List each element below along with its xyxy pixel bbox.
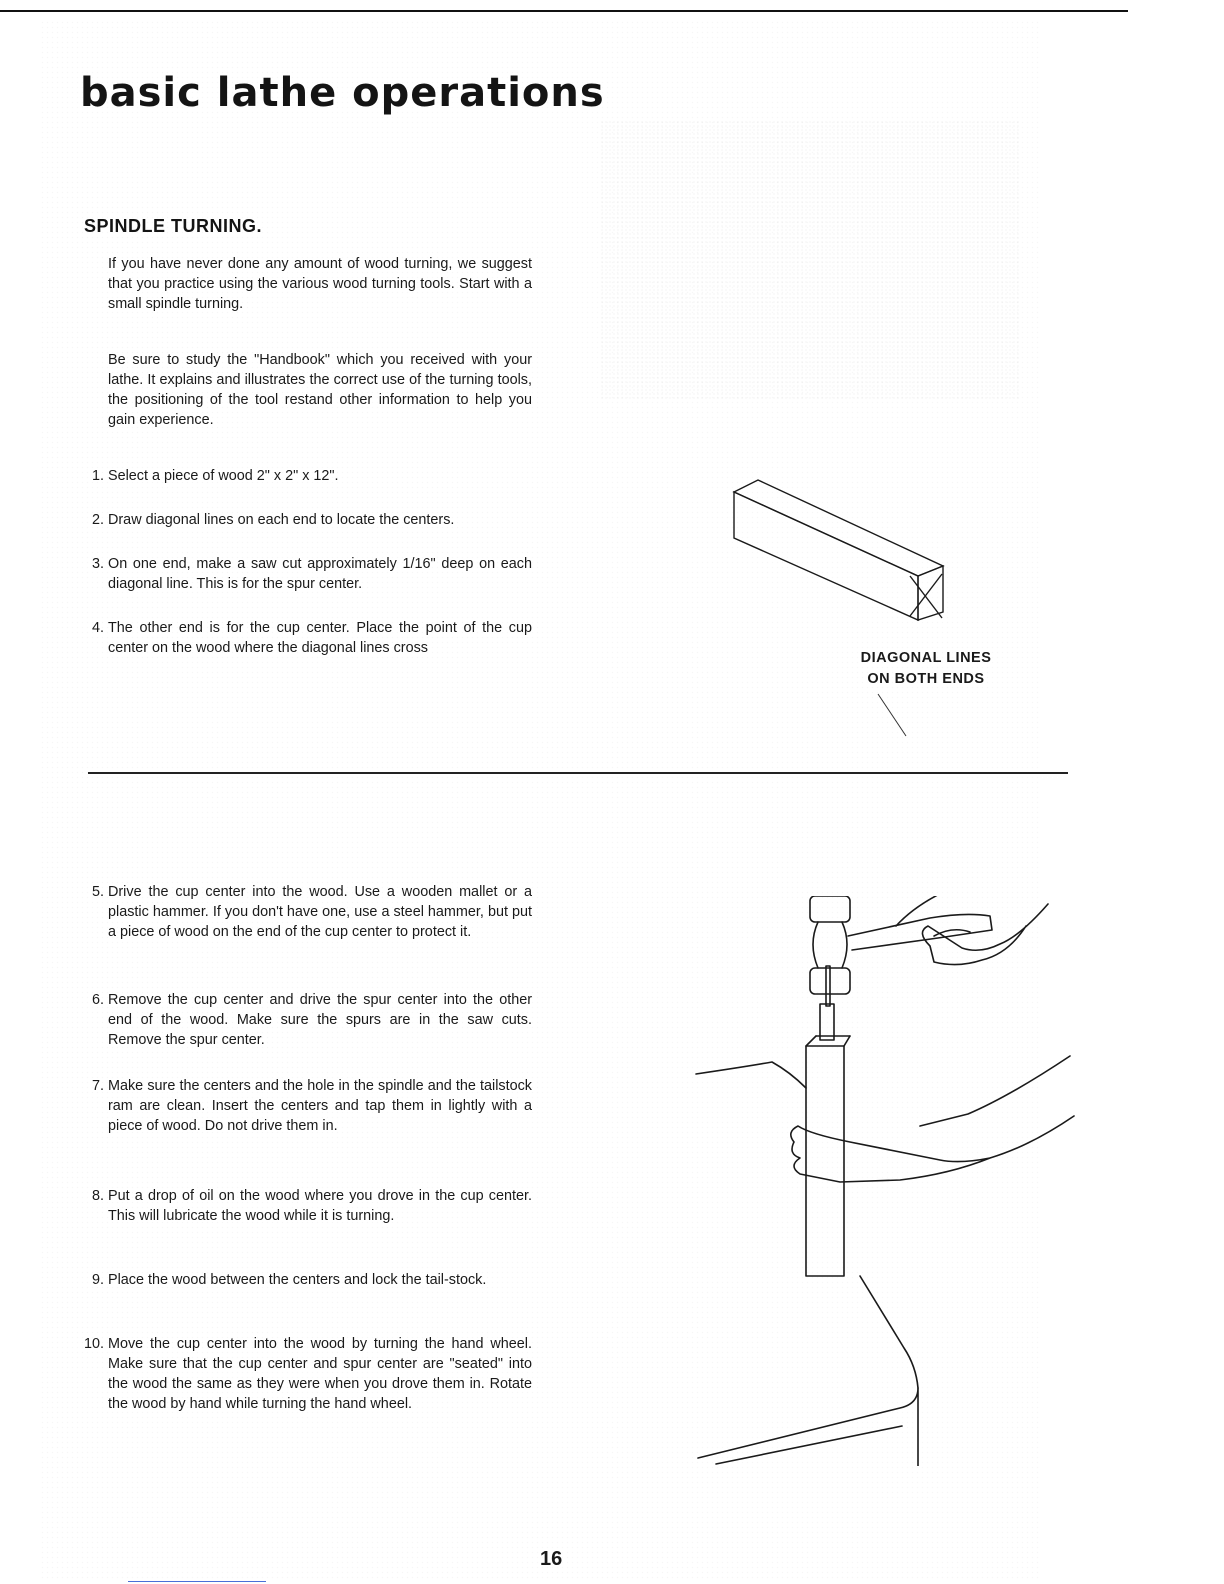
step-item xyxy=(91,510,532,530)
step-number: 5. xyxy=(91,884,104,900)
step-number: 9. xyxy=(91,1272,104,1288)
step-text: Move the cup center into the wood by turning the hand wheel. Make sure that the cup center and spur center are "seated" into the wood the same as they were when you drove them in. Rotate the wood by hand while turning the hand wheel. xyxy=(108,1336,532,1412)
step-text: Place the wood between the centers and lock the tail-stock. xyxy=(108,1272,487,1288)
caption-line: DIAGONAL LINES xyxy=(860,650,992,666)
page-title: basic lathe operations xyxy=(80,70,605,116)
step-text: Put a drop of oil on the wood where you drove in the cup center. This will lubricate the wood while it is turning. xyxy=(108,1188,532,1224)
caption-line: ON BOTH ENDS xyxy=(867,671,985,687)
step-number: 7. xyxy=(91,1078,104,1094)
step-text: Draw diagonal lines on each end to locate the centers. xyxy=(108,512,455,528)
step-item xyxy=(91,1270,532,1290)
step-number: 2. xyxy=(91,512,104,528)
step-item xyxy=(91,1186,532,1226)
wood-block-illustration xyxy=(728,478,958,628)
step-text: Select a piece of wood 2" x 2" x 12". xyxy=(108,468,339,484)
step-item xyxy=(91,990,532,1050)
page-number: 16 xyxy=(540,1548,563,1570)
step-number: 10. xyxy=(83,1336,104,1352)
section-divider xyxy=(88,772,1068,774)
step-number: 4. xyxy=(91,620,104,636)
hammer-illustration xyxy=(690,896,1090,1466)
figure-caption xyxy=(816,648,1036,690)
step-text: The other end is for the cup center. Place the point of the cup center on the wood where the diagonal lines cross xyxy=(108,620,532,656)
intro-paragraph: If you have never done any amount of wood turning, we suggest that you practice using the various wood turning tools. Start with a small spindle turning. xyxy=(108,256,532,312)
caption-pointer xyxy=(870,690,920,740)
step-number: 1. xyxy=(91,468,104,484)
bottom-line xyxy=(128,1581,266,1582)
step-text: Remove the cup center and drive the spur center into the other end of the wood. Make sure the spurs are in the saw cuts. Remove the spur center. xyxy=(108,992,532,1048)
step-text: Drive the cup center into the wood. Use a wooden mallet or a plastic hammer. If you don't have one, use a steel hammer, but put a piece of wood on the end of the cup center to protect it. xyxy=(108,884,532,940)
step-item xyxy=(91,466,532,486)
step-number: 8. xyxy=(91,1188,104,1204)
step-item xyxy=(91,882,532,942)
section-heading: SPINDLE TURNING. xyxy=(84,216,263,236)
step-item xyxy=(91,1076,532,1136)
paper-texture-patch xyxy=(600,120,1020,400)
step-number: 3. xyxy=(91,556,104,572)
top-rule xyxy=(0,10,1128,12)
step-text: On one end, make a saw cut approximately 1/16" deep on each diagonal line. This is for the spur center. xyxy=(108,556,532,592)
step-item xyxy=(91,618,532,658)
step-number: 6. xyxy=(91,992,104,1008)
step-item xyxy=(83,1334,532,1414)
step-text: Make sure the centers and the hole in the spindle and the tailstock ram are clean. Insert the centers and tap them in lightly with a piece of wood. Do not drive them in. xyxy=(108,1078,532,1134)
step-item xyxy=(91,554,532,594)
intro-paragraph: Be sure to study the "Handbook" which you received with your lathe. It explains and illustrates the correct use of the turning tools, the positioning of the tool restand other information to help you gain experience. xyxy=(108,352,532,428)
